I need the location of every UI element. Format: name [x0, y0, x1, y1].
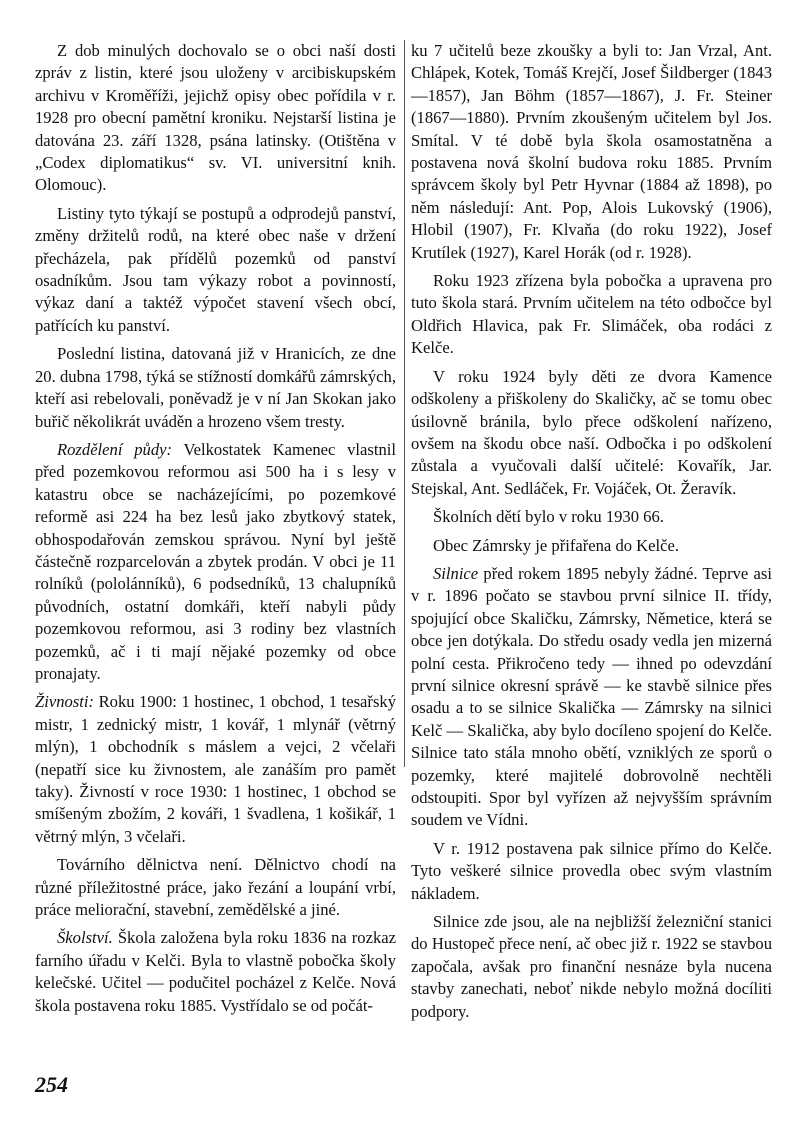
paragraph-1924: V roku 1924 byly děti ze dvora Kamence odškoleny a přiškoleny do Skaličky, ač se tomu obec úsilovně bránila, bylo přece odškolení nařízeno, ovšem na škodu obce naší. Odbočka i po odškolení zůstala a vyučovali další učitelé: Kovařík, Jar. Stejskal, Ant. Sedláček, Fr. Vojáček, Ot. Žeravík.	[411, 366, 772, 498]
paragraph-branch-1923: Roku 1923 zřízena byla pobočka a upravena pro tuto škola stará. Prvním učitelem na této odbočce byl Oldřich Hlavica, pak Fr. Slimáček, oba rodáci z Kelče.	[411, 271, 772, 358]
paragraph-sources: Z dob minulých dochovalo se o obci naší dosti zpráv z listin, které jsou uloženy v arcibiskupském archivu v Kroměříži, jejichž opisy obec pořídila v r. 1928 pro obecní pamětní kroniku. Nejstarší listina je datována 23. září 1328, psána latinsky. (Otištěna v „Codex diplomatikus“ sv. VI. universitní knih. Olomouc).	[35, 41, 396, 195]
section-lead: Školství.	[57, 928, 113, 948]
paragraph-land-division: Rozdělení půdy: Velkostatek Kamenec vlastnil před pozemkovou reformou asi 500 ha i s lesy v katastru obce se nacházejícími, po pozemkové reformě asi 224 ha bez lesů jako zbytkový statek, obhospodařován zemskou správou. Nyní byl ještě částečně rozparcelován a zbytek prodán. V obci je 11 rolníků (pololánníků), 6 podsedníků, 13 chalupníků původních, ostatní domkáři, kteří nabyli půdy pozemkovou reformou, asi 3 rodiny bez vlastních pozemků, ač i ti mají nějaké pozemky od obce pronajaty.	[35, 439, 396, 683]
paragraph-workers: Továrního dělnictva není. Dělnictvo chodí na různé příležitostné práce, jako řezání a loupání vrbí, práce meliorační, stavební, zemědělské a jiné.	[35, 855, 396, 920]
paragraph-deeds: Listiny tyto týkají se postupů a odprodejů panství, změny držitelů rodů, na které obec naše v držení přecházela, pak přídělů pozemků od panství osadníkům. Jsou tam výkazy robot a povinností, výkaz daní a taktéž výpočet stavení všech obcí, patřících ku panství.	[35, 203, 396, 335]
section-lead: Živnosti:	[35, 692, 95, 712]
paragraph-teachers: ku 7 učitelů beze zkoušky a byli to: Jan Vrzal, Ant. Chlápek, Kotek, Tomáš Krejčí, Josef Šildberger (1843—1857), Jan Böhm (1857—1867), J. Fr. Steiner (1867—1880). Prvním zkoušeným učitelem byl Jos. Smítal. V té době byla škola osamostatněna a postavena nová školní budova roku 1885. Prvním správcem školy byl Petr Hyvnar (1884 až 1898), po něm následují: Ant. Pop, Alois Lukovský (1906), Hlobil (1907), Fr. Klvaňa (do roku 1922), Josef Krutílek (1927), Karel Horák (od r. 1928).	[411, 41, 772, 262]
column-divider	[404, 40, 405, 767]
section-lead: Rozdělení půdy:	[57, 439, 173, 459]
paragraph-last-deed: Poslední listina, datovaná již v Hranicích, ze dne 20. dubna 1798, týká se stížností domkářů zámrských, kteří asi rebelovali, poněvadž je v ní Jan Skokan jako buřič několikrát uváděn a hrozeno všem tresty.	[35, 344, 396, 431]
section-lead: Silnice	[433, 563, 479, 583]
paragraph-pupils: Školních dětí bylo v roku 1930 66.	[433, 507, 664, 527]
right-column	[411, 40, 772, 1029]
paragraph-railway: Silnice zde jsou, ale na nejbližší železniční stanici do Hustopeč přece není, ač obec již r. 1922 se stavbou započala, avšak pro finanční nesnáze byla nucena stavby zanechati, neboť nikde nebylo možná docíliti podpory.	[411, 912, 772, 1021]
paragraph-roads: Silnice před rokem 1895 nebyly žádné. Teprve asi v r. 1896 počato se stavbou první silnice II. třídy, spojující obce Skaličku, Zámrsky, Němetice, která se obce jen dotýkala. Do středu osady vedla jen mizerná polní cesta. Přikročeno tedy — ihned po odevzdání první silnice okresní správě — ke stavbě silnice přes osadu a to se silnice Skalička — Zámrsky na silnici Kelč — Skalička, aby bylo docíleno spojení do Kelče. Silnice tato stála mnoho obětí, vzniklých ze sporů o pozemky, které majitelé dobrovolně nechtěli odstoupiti. Spor byl vyřízen až nejvyšším správním soudem ve Vídni.	[411, 563, 772, 830]
paragraph-parish: Obec Zámrsky je přifařena do Kelče.	[433, 535, 680, 555]
paragraph-1912-road: V r. 1912 postavena pak silnice přímo do Kelče. Tyto veškeré silnice provedla obec svým vlastním nákladem.	[411, 838, 772, 903]
left-column	[35, 40, 396, 1023]
paragraph-schooling: Školství. Škola založena byla roku 1836 na rozkaz farního úřadu v Kelči. Byla to vlastně pobočka školy kelečské. Učitel — podučitel pocházel z Kelče. Nová škola postavena roku 1885. Vystřídalo se od počát-	[35, 928, 396, 1015]
page-number: 254	[35, 1072, 68, 1097]
paragraph-trades: Živnosti: Roku 1900: 1 hostinec, 1 obchod, 1 tesařský mistr, 1 zednický mistr, 1 kovář, 1 mlynář (větrný mlýn), 1 obchodník s máslem a vejci, 2 včelaři (nepatří sice ku živnostem, ale zanáším pro pamět taky). Živností v roce 1930: 1 hostinec, 1 obchod se smíšeným zbožím, 2 kováři, 1 švadlena, 1 košikář, 1 větrný mlýn, 3 včelaři.	[35, 692, 396, 846]
